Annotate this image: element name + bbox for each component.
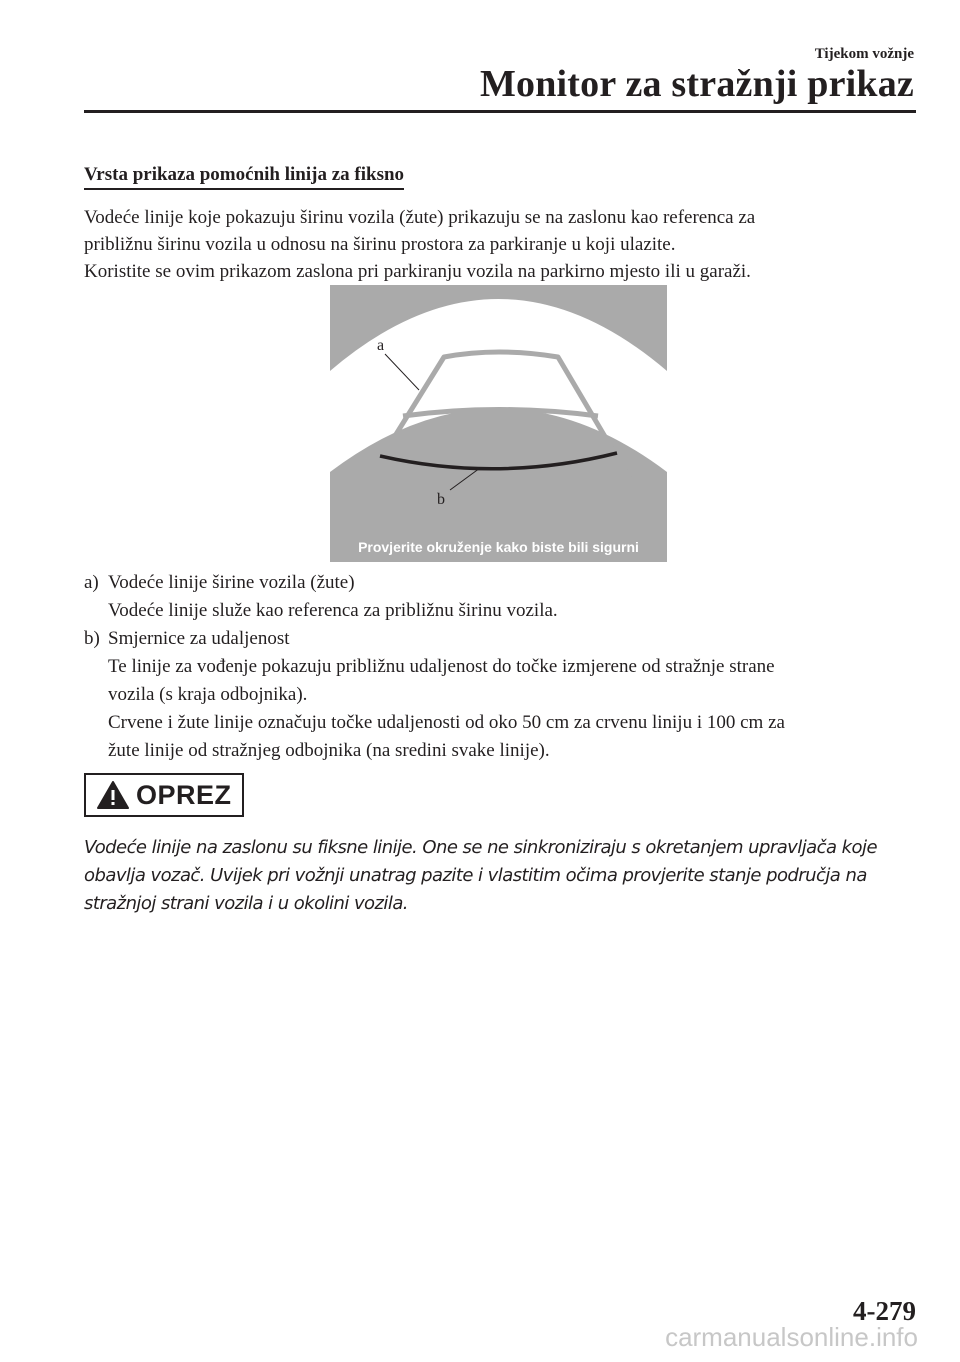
label-a: a (377, 337, 385, 354)
legend-description: Crvene i žute linije označuju točke udaljenosti od oko 50 cm za crvenu liniju i 100 cm za (108, 712, 785, 733)
header-divider (84, 110, 916, 113)
section-name: Tijekom vožnje (814, 46, 914, 62)
legend-item-a (84, 569, 924, 625)
figure-legend (84, 569, 924, 765)
warning-triangle-icon (96, 780, 130, 810)
caution-text (84, 834, 924, 918)
subheading: Vrsta prikaza pomoćnih linija za fiksno (84, 164, 404, 190)
caution-header (84, 773, 244, 817)
legend-description: Te linije za vođenje pokazuju približnu udaljenost do točke izmjerene od stražnje strane (108, 656, 775, 677)
rear-view-monitor-figure (330, 285, 667, 562)
legend-marker: b) (84, 628, 100, 649)
caution-line: Vodeće linije na zaslonu su fiksne linije. One se ne sinkroniziraju s okretanjem upravljača koje (84, 837, 877, 858)
caution-line: obavlja vozač. Uvijek pri vožnji unatrag pazite i vlastitim očima provjerite stanje područja na (84, 865, 867, 886)
legend-item-b (84, 625, 924, 765)
legend-description: vozila (s kraja odbojnika). (108, 684, 308, 705)
intro-line: približnu širinu vozila u odnosu na širinu prostora za parkiranje u koji ulazite. (84, 234, 676, 255)
legend-title: Smjernice za udaljenost (108, 628, 290, 649)
legend-description: Vodeće linije služe kao referenca za približnu širinu vozila. (108, 600, 558, 621)
page-title: Monitor za stražnji prikaz (479, 63, 914, 105)
intro-paragraph (84, 204, 924, 285)
legend-title: Vodeće linije širine vozila (žute) (108, 572, 355, 593)
legend-marker: a) (84, 572, 99, 593)
label-b: b (437, 491, 445, 508)
caution-label: OPREZ (136, 779, 232, 810)
intro-line: Vodeće linije koje pokazuju širinu vozila (žute) prikazuju se na zaslonu kao referenca za (84, 207, 756, 228)
intro-line: Koristite se ovim prikazom zaslona pri parkiranju vozila na parkirno mjesto ili u garaži. (84, 261, 751, 282)
page-number: 4-279 (853, 1296, 916, 1326)
caution-line: stražnjoj strani vozila i u okolini vozila. (84, 893, 408, 914)
screen-banner-text: Provjerite okruženje kako biste bili sigurni (358, 539, 639, 555)
watermark: carmanualsonline.info (665, 1322, 918, 1352)
legend-description: žute linije od stražnjeg odbojnika (na sredini svake linije). (108, 740, 550, 761)
